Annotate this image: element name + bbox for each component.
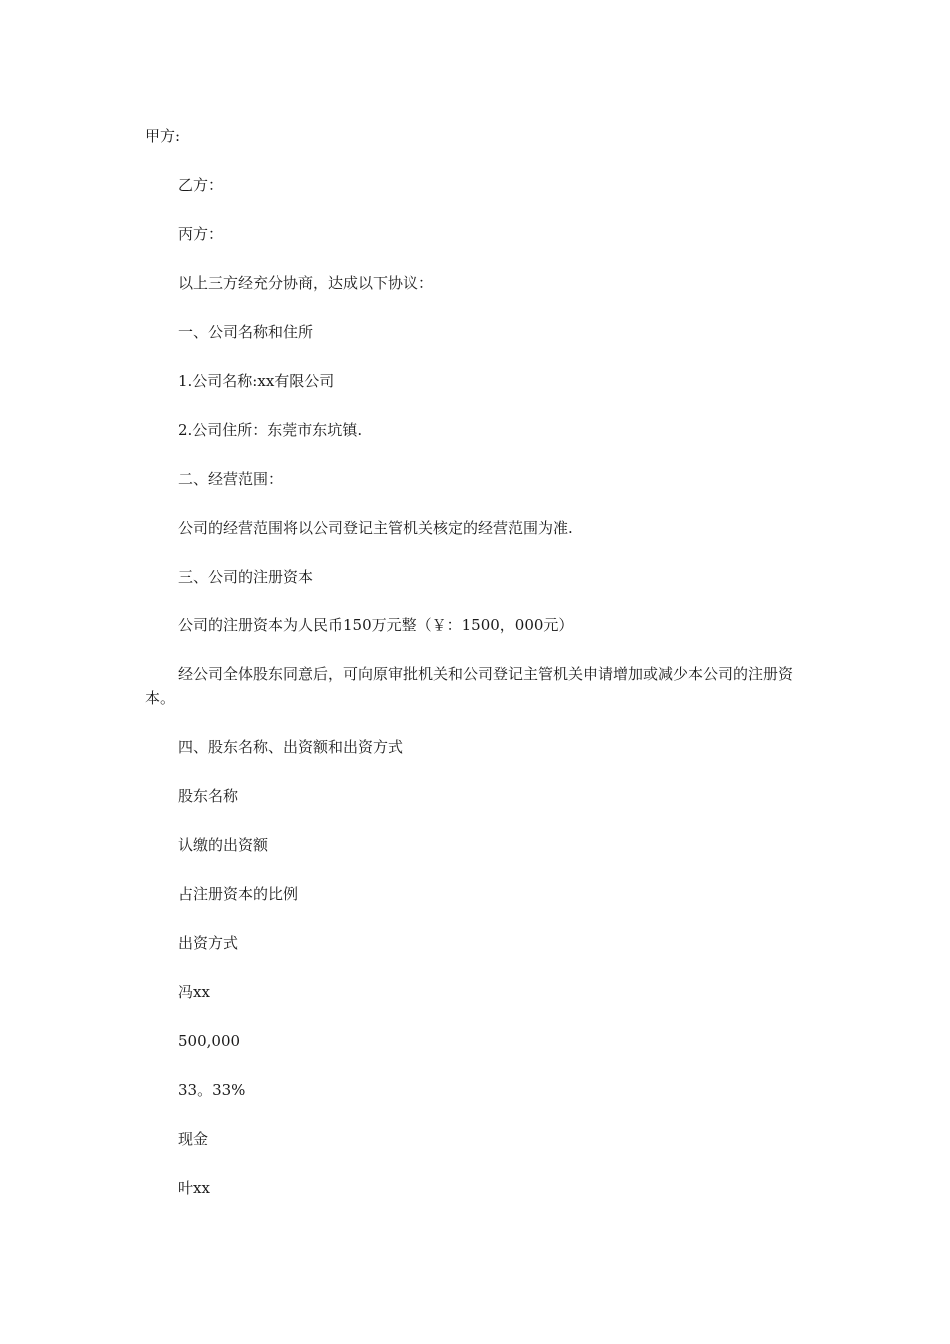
party-a-label: 甲方: (145, 127, 181, 145)
party-b-label: 乙方： (178, 176, 224, 194)
section-2-heading: 二、经营范围： (178, 470, 284, 488)
shareholder-1-ratio: 33。33% (178, 1081, 246, 1099)
shareholder-1-name: 冯xx (178, 983, 210, 1001)
registered-capital-text: 公司的注册资本为人民币150万元整（￥：1500，000元） (178, 616, 574, 634)
table-header-subscribed: 认缴的出资额 (178, 836, 269, 854)
capital-change-text: 经公司全体股东同意后，可向原审批机关和公司登记主管机关申请增加或减少本公司的注册资本。 (145, 665, 794, 707)
section-1-heading: 一、公司名称和住所 (178, 323, 314, 341)
table-header-method: 出资方式 (178, 934, 239, 952)
table-header-ratio: 占注册资本的比例 (178, 885, 299, 903)
shareholder-1-amount: 500,000 (178, 1032, 241, 1050)
shareholder-2-name: 叶xx (178, 1179, 210, 1197)
section-4-heading: 四、股东名称、出资额和出资方式 (178, 738, 404, 756)
shareholder-1-method: 现金 (178, 1130, 209, 1148)
business-scope-text: 公司的经营范围将以公司登记主管机关核定的经营范围为准. (178, 519, 573, 537)
section-3-heading: 三、公司的注册资本 (178, 568, 314, 586)
table-header-shareholder: 股东名称 (178, 787, 239, 805)
company-name-line: 1.公司名称:xx有限公司 (178, 372, 335, 390)
company-address-line: 2.公司住所：东莞市东坑镇. (178, 421, 363, 439)
agreement-intro: 以上三方经充分协商，达成以下协议： (178, 274, 434, 292)
party-c-label: 丙方： (178, 225, 224, 243)
